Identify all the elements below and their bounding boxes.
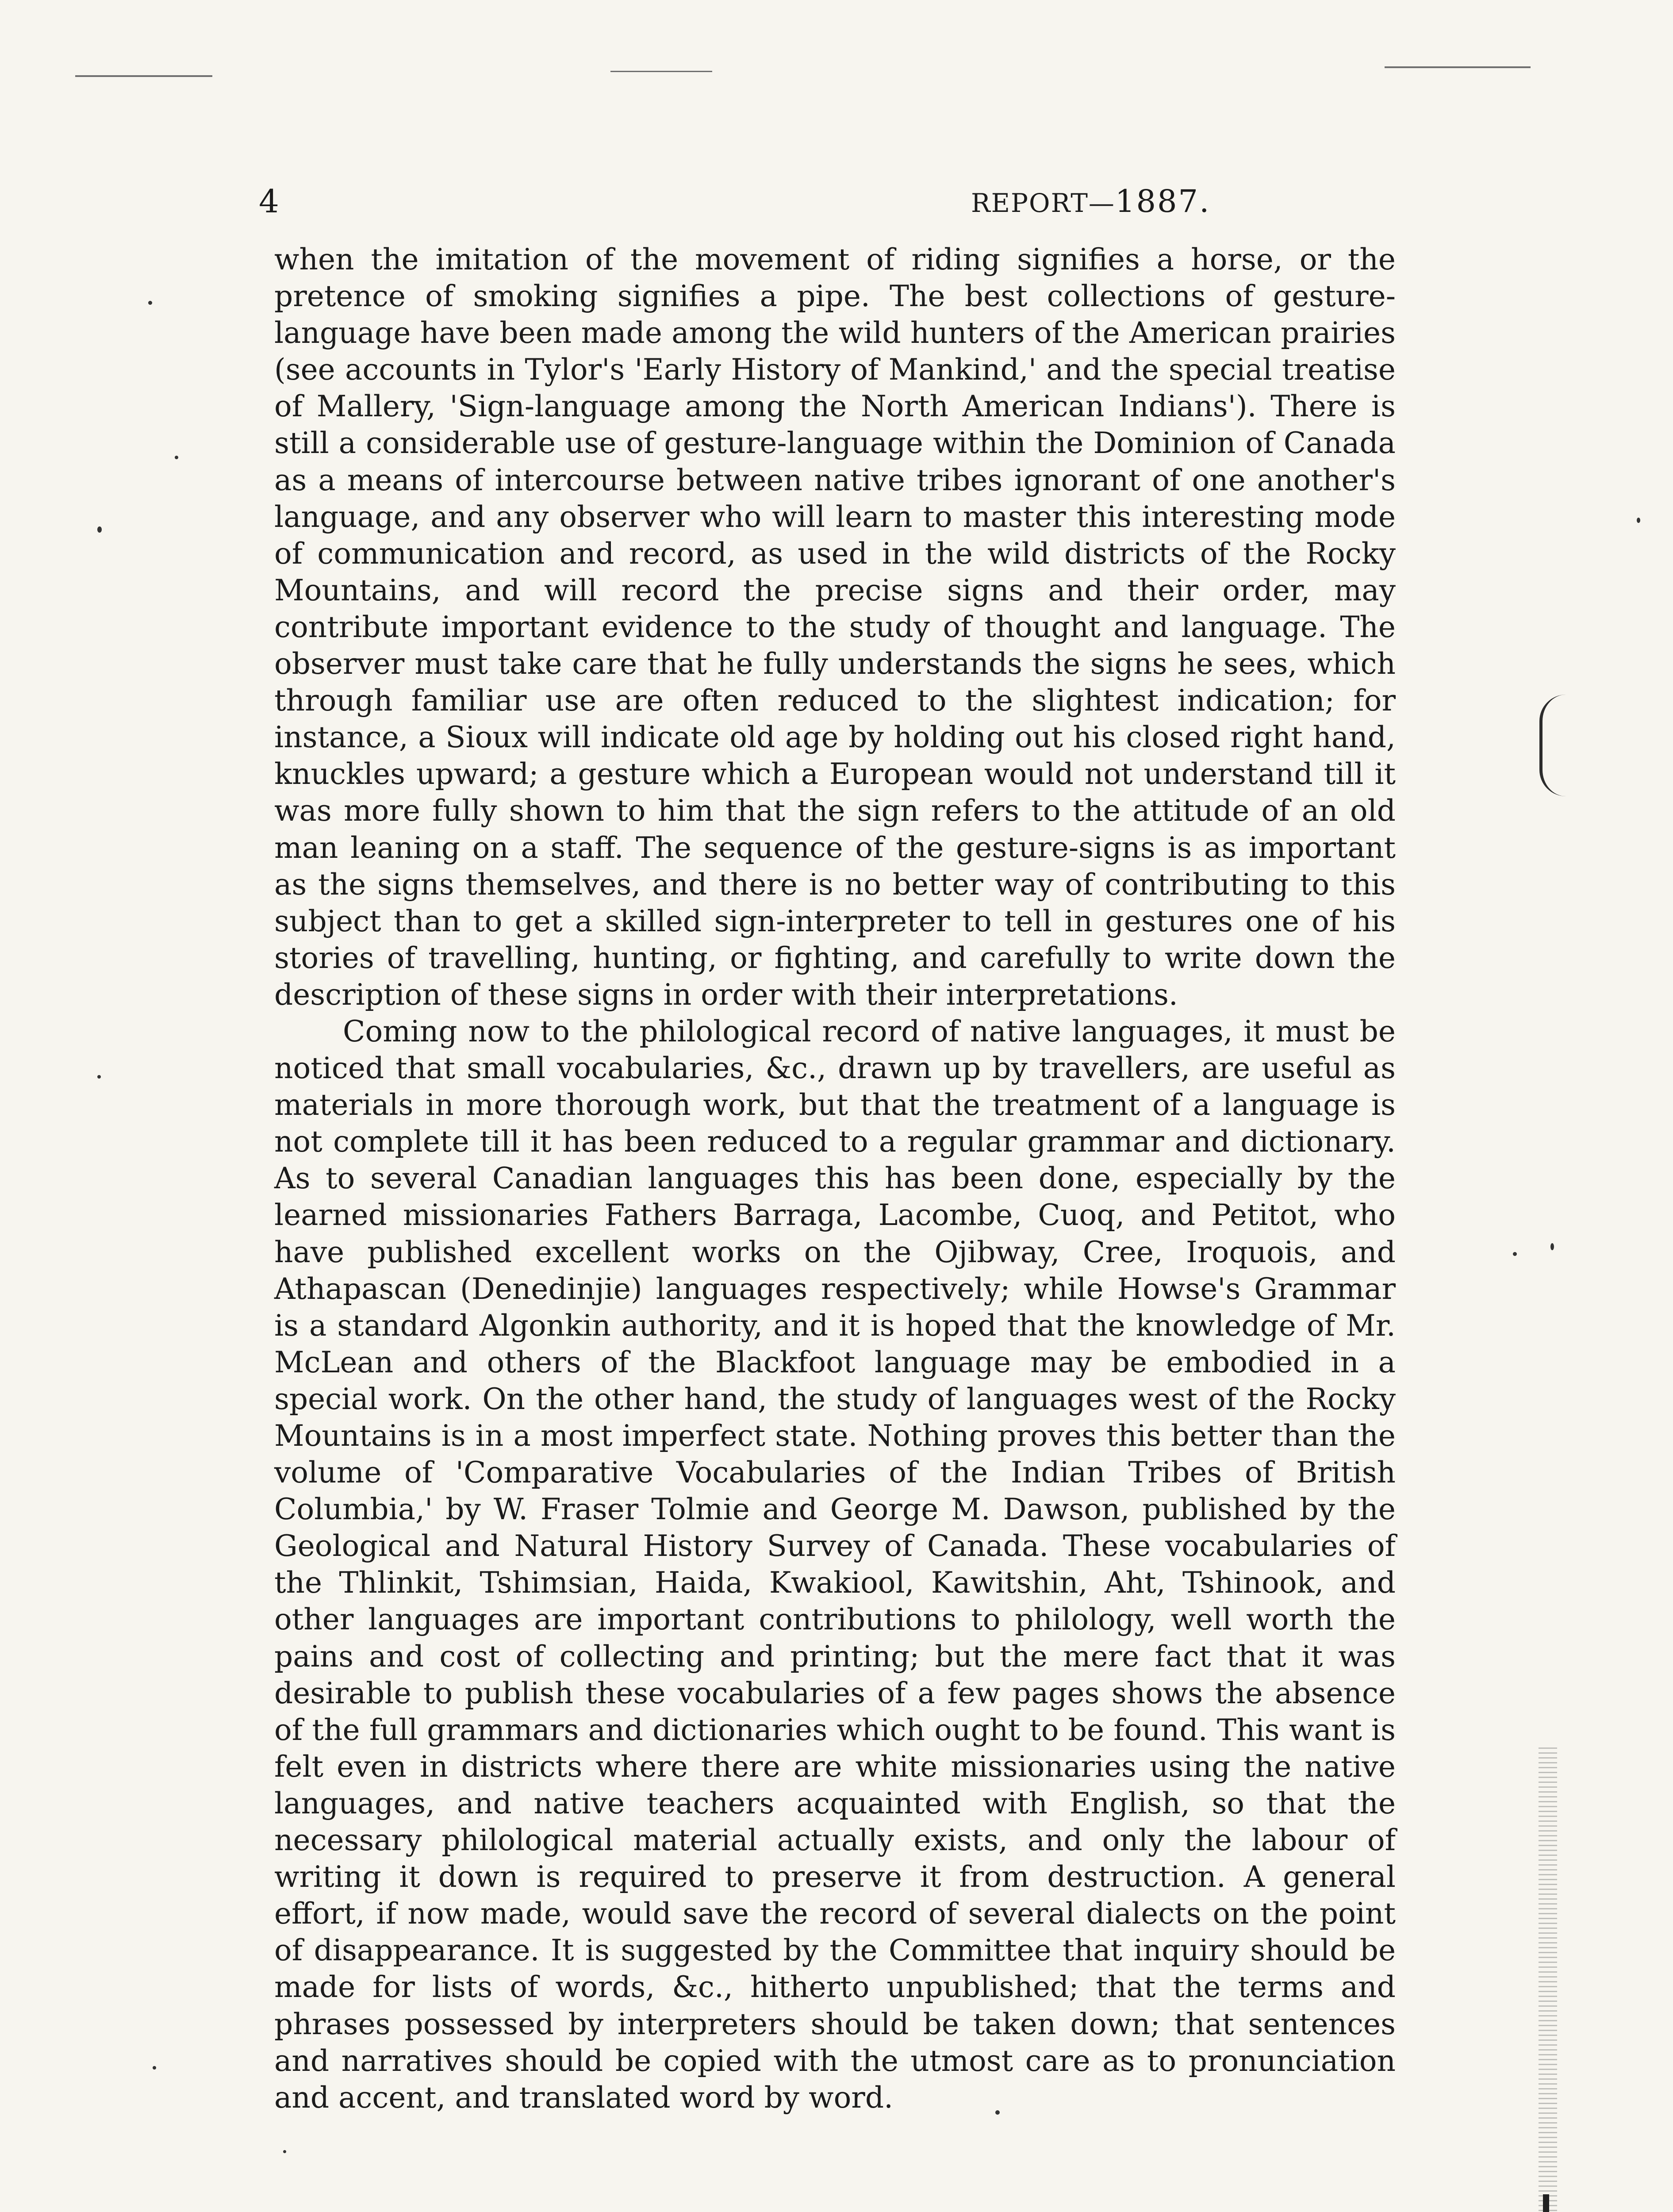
running-head-year: 1887.: [1115, 183, 1211, 219]
margin-speck: [1637, 518, 1640, 523]
paragraph-philological-record: Coming now to the philological record of native languages, it must be noticed that small vocabularies, &c., drawn up by travellers, are useful as materials in more thorough work, but that the treatment of a language is not complete till it has been reduced to a regular grammar and dictionary. As to several Canadian languages this has been done, especially by the learned missionaries Fathers Barraga, Lacombe, Cuoq, and Petitot, who have published excellent works on the Ojibway, Cree, Iroquois, and Athapascan (Denedinjie) languages respectively; while Howse's Grammar is a standard Algonkin authority, and it is hoped that the knowledge of Mr. McLean and others of the Blackfoot language may be embodied in a special work. On the other hand, the study of languages west of the Rocky Mountains is in a most imperfect state. Nothing proves this better than the volume of 'Comparative Vocabularies of the Indian Tribes of British Columbia,' by W. Fraser Tolmie and George M. Dawson, published by the Geological and Natural History Survey of Canada. These vocabularies of the Thlinkit, Tshimsian, Haida, Kwakiool, Kawitshin, Aht, Tshinook, and other languages are important contributions to philology, well worth the pains and cost of collecting and printing; but the mere fact that it was desirable to publish these vocabularies of a few pages shows the absence of the full grammars and dictionaries which ought to be found. This want is felt even in districts where there are white missionaries using the native languages, and native teachers acquainted with English, so that the necessary philological material actually exists, and only the labour of writing it down is required to preserve it from destruction. A general effort, if now made, would save the record of several dialects on the point of disappearance. It is suggested by the Committee that inquiry should be made for lists of words, &c., hitherto unpublished; that the terms and phrases possessed by interpreters should be taken down; that sentences and narratives should be copied with the utmost care as to pronunciation and accent, and translated word by word.: [274, 1014, 1396, 2115]
margin-speck: [97, 526, 102, 533]
scan-artifact-top-right: [1385, 66, 1531, 68]
scan-artifact-top-left: [75, 75, 212, 77]
margin-speck: [97, 1075, 101, 1079]
binding-edge-noise: [1539, 1747, 1557, 2212]
paragraph-gesture-language: when the imitation of the movement of riding signifies a horse, or the pretence of smoking signifies a pipe. The best collections of gesture-language have been made among the wild hunters of the American prairies (see accounts in Tylor's 'Early History of Mankind,' and the special treatise of Mallery, 'Sign-language among the North American Indians'). There is still a considerable use of gesture-language within the Dominion of Canada as a means of intercourse between native tribes ignorant of one another's language, and any observer who will learn to master this interesting mode of communication and record, as used in the wild districts of the Rocky Mountains, and will record the precise signs and their order, may contribute important evidence to the study of thought and language. The observer must take care that he fully understands the signs he sees, which through familiar use are often reduced to the slightest indication; for instance, a Sioux will indicate old age by holding out his closed right hand, knuckles upward; a gesture which a European would not understand till it was more fully shown to him that the sign refers to the attitude of an old man leaning on a staff. The sequence of the gesture-signs is as important as the signs themselves, and there is no better way of contributing to this subject than to get a skilled sign-interpreter to tell in gestures one of his stories of travelling, hunting, or fighting, and carefully to write down the description of these signs in order with their interpretations.: [274, 242, 1396, 1012]
body-text: [274, 241, 1396, 2116]
margin-speck: [283, 2150, 286, 2153]
page-number: 4: [259, 183, 279, 220]
running-head: [971, 177, 1210, 227]
scan-artifact-top-middle: [610, 71, 712, 72]
binding-edge-bar: [1543, 2194, 1549, 2212]
margin-speck: [175, 456, 178, 459]
page-header: [259, 177, 1577, 226]
running-head-title: REPORT—: [971, 188, 1115, 218]
margin-speck: [1513, 1252, 1517, 1256]
margin-speck: [1550, 1243, 1554, 1250]
margin-bracket-mark: [1539, 695, 1569, 796]
margin-speck: [148, 301, 152, 305]
margin-speck: [153, 2066, 156, 2070]
margin-speck: [995, 2110, 1000, 2115]
